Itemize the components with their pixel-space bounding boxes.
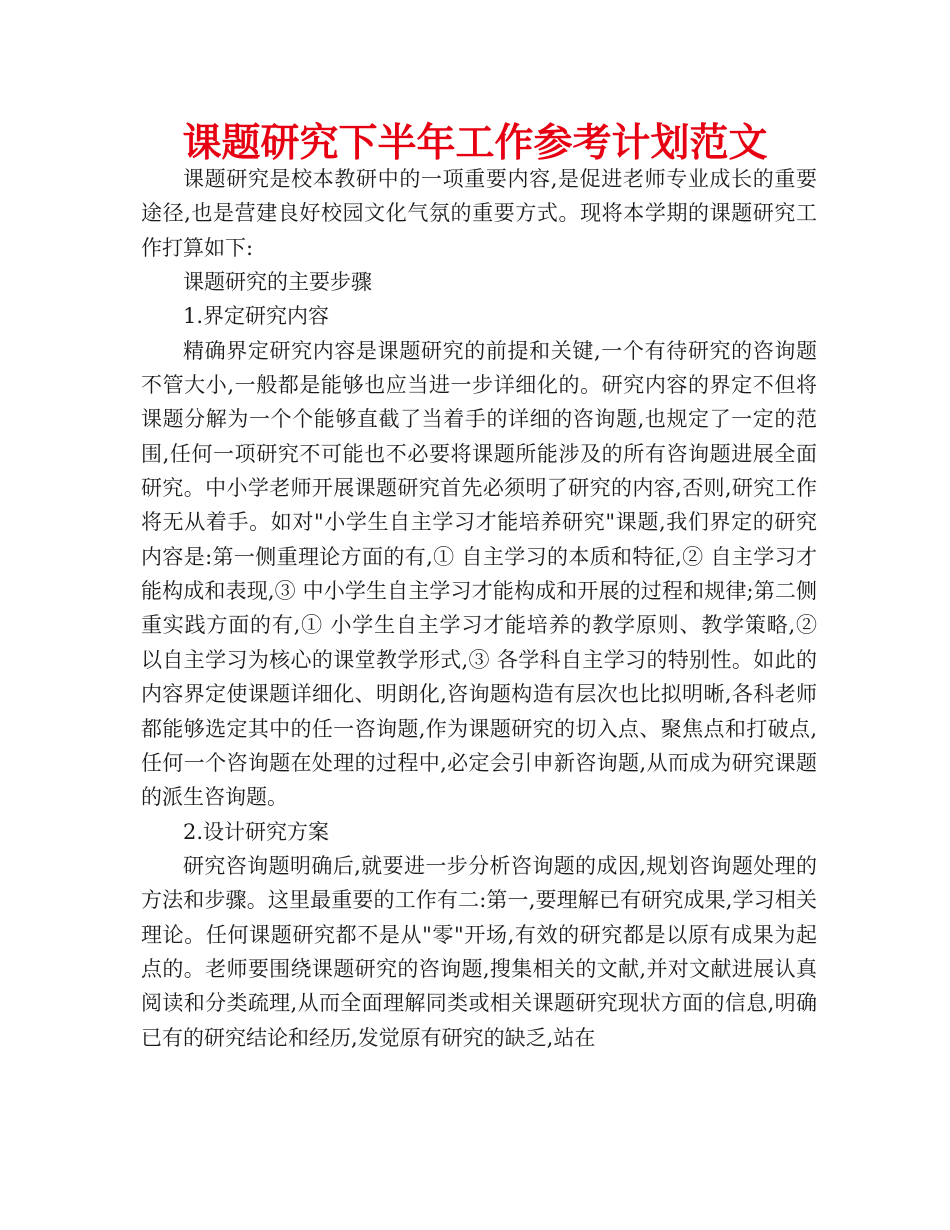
define-content-paragraph: 精确界定研究内容是课题研究的前提和关键,一个有待研究的咨询题不管大小,一般都是能够也应当进一步详细化的。研究内容的界定不但将课题分解为一个个能够直截了当着手的详细的咨询题,也规定了一定的范围,任何一项研究不可能也不必要将课题所能涉及的所有咨询题进展全面研究。中小学老师开展课题研究首先必须明了研究的内容,否则,研究工作将无从着手。如对"小学生自主学习才能培养研究"课题,我们界定的研究内容是:第一侧重理论方面的有,① 自主学习的本质和特征,② 自主学习才能构成和表现,③ 中小学生自主学习才能构成和开展的过程和规律;第二侧重实践方面的有,① 小学生自主学习才能培养的教学原则、教学策略,② 以自主学习为核心的课堂教学形式,③ 各学科自主学习的特别性。如此的内容界定使课题详细化、明朗化,咨询题构造有层次也比拟明晰,各科老师都能够选定其中的任一咨询题,作为课题研究的切入点、聚焦点和打破点,任何一个咨询题在处理的过程中,必定会引申新咨询题,从而成为研究课题的派生咨询题。 xyxy=(141,338,817,810)
subheading-define-content: 1.界定研究内容 xyxy=(183,304,330,329)
document-title: 课题研究下半年工作参考计划范文 xyxy=(182,121,768,166)
intro-paragraph: 课题研究是校本教研中的一项重要内容,是促进老师专业成长的重要途径,也是营建良好校园文化气氛的重要方式。现将本学期的课题研究工作打算如下: xyxy=(141,167,817,260)
document-body xyxy=(141,162,817,1055)
section-heading-main-steps: 课题研究的主要步骤 xyxy=(183,270,372,295)
design-plan-paragraph: 研究咨询题明确后,就要进一步分析咨询题的成因,规划咨询题处理的方法和步骤。这里最重要的工作有二:第一,要理解已有研究成果,学习相关理论。任何课题研究都不是从"零"开场,有效的研究都是以原有成果为起点的。老师要围绕课题研究的咨询题,搜集相关的文献,并对文献进展认真阅读和分类疏理,从而全面理解同类或相关课题研究现状方面的信息,明确已有的研究结论和经历,发觉原有研究的缺乏,站在 xyxy=(141,853,817,1050)
subheading-design-plan: 2.设计研究方案 xyxy=(183,819,330,844)
